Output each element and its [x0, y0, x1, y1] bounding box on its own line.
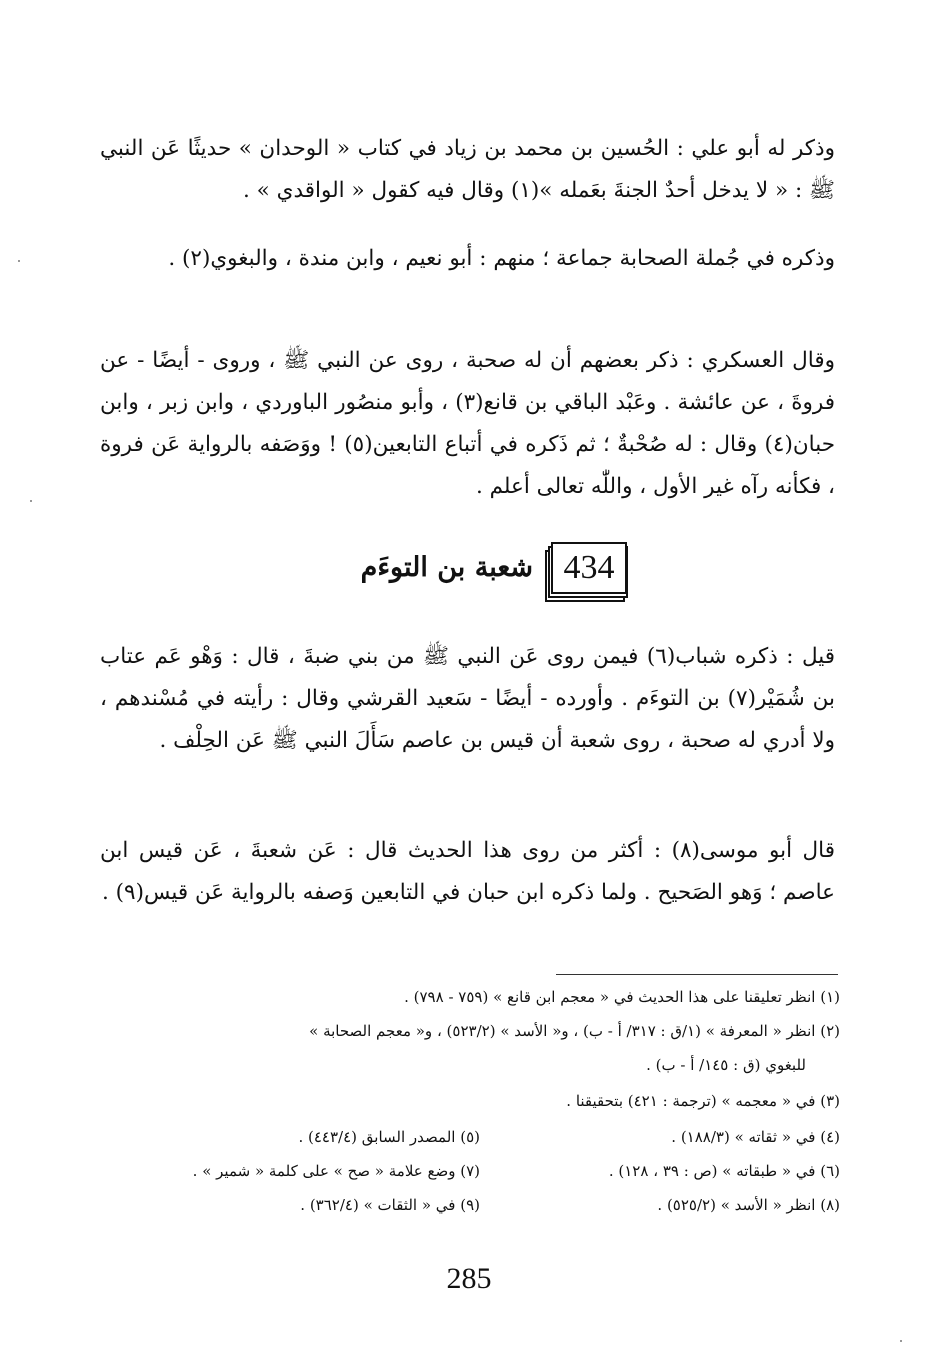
paragraph-3: وقال العسكري : ذكر بعضهم أن له صحبة ، روى عن النبي ﷺ ، وروى - أيضًا - عن فروةَ ، عن عائشة . وعَبْد الباقي بن قانع(٣) ، وأبو منصُور الباوردي ، وابن زبر ، وابن حبان(٤) وقال : له صُحْبةٌ ؛ ثم ذَكره في أتباع التابعين(٥) ! ووَصَفه بالرواية عَن فروة ، فكأنه رآه غير الأول ، واللّٰه تعالى أعلم .	[100, 348, 835, 499]
scan-speck	[900, 1340, 902, 1342]
footnote-1: (١) انظر تعليقنا على هذا الحديث في « معجم ابن قانع » (٧٥٩ - ٧٩٨) .	[404, 988, 840, 1006]
entry-number: 434	[551, 542, 627, 594]
paragraph-5: قال أبو موسى(٨) : أكثر من روى هذا الحديث قال : عَن شعبةَ ، عَن قيس ابن عاصم ؛ وَهو الصَحيح . ولما ذكره ابن حبان في التابعين وَصفه بالرواية عَن قيس(٩) .	[100, 838, 835, 905]
footnote-2: (٢) انظر « المعرفة » (١/ق : ٣١٧/ أ - ب) ، و« الأسد » (٥٢٣/٢) ، و« معجم الصحابة »	[309, 1022, 840, 1040]
entry-title: شعبة بن التوءَم	[360, 552, 533, 583]
paragraph-1: وذكر له أبو علي : الحُسين بن محمد بن زياد في كتاب « الوحدان » حديثًا عَن النبي ﷺ : « لا يدخل أحدٌ الجنةَ بعَمله »(١) وقال فيه كقول « الواقدي » .	[100, 136, 835, 203]
footnote-7: (٧) وضع علامة « صح » على كلمة « شمير » .	[192, 1162, 480, 1180]
entry-number-badge	[545, 542, 625, 598]
footnote-6: (٦) في « طبقاته » (ص : ٣٩ ، ١٢٨) .	[608, 1162, 840, 1180]
footnote-5: (٥) المصدر السابق (٤٤٣/٤) .	[298, 1128, 480, 1146]
scan-speck	[30, 500, 32, 502]
paragraph-2: وذكره في جُملة الصحابة جماعة ؛ منهم : أبو نعيم ، وابن مندة ، والبغوي(٢) .	[168, 246, 835, 271]
footnote-2-continued: للبغوي (ق : ١٤٥/ أ - ب) .	[646, 1056, 806, 1074]
footnote-3: (٣) في « معجمه » (ترجمة : ٤٢١) بتحقيقنا .	[566, 1092, 840, 1110]
paragraph-4: قيل : ذكره شباب(٦) فيمن روى عَن النبي ﷺ من بني ضبةَ ، قال : وَهْو عَم عتاب بن شُمَيْر(٧) بن التوءَم . وأورده - أيضًا - سَعيد القرشي وقال : رأيته في مُسْندهم ، ولا أدري له صحبة ، روى شعبة أن قيس بن عاصم سَأَلَ النبي ﷺ عَن الحِلْف .	[100, 644, 835, 753]
footnote-4: (٤) في « ثقاته » (١٨٨/٣) .	[671, 1128, 840, 1146]
footnote-8: (٨) انظر « الأسد » (٥٢٥/٢) .	[657, 1196, 840, 1214]
footnote-separator	[556, 974, 838, 975]
scan-speck	[18, 260, 20, 262]
page-number: 285	[446, 1262, 492, 1295]
footnote-9: (٩) في « الثقات » (٣٦٢/٤) .	[300, 1196, 480, 1214]
